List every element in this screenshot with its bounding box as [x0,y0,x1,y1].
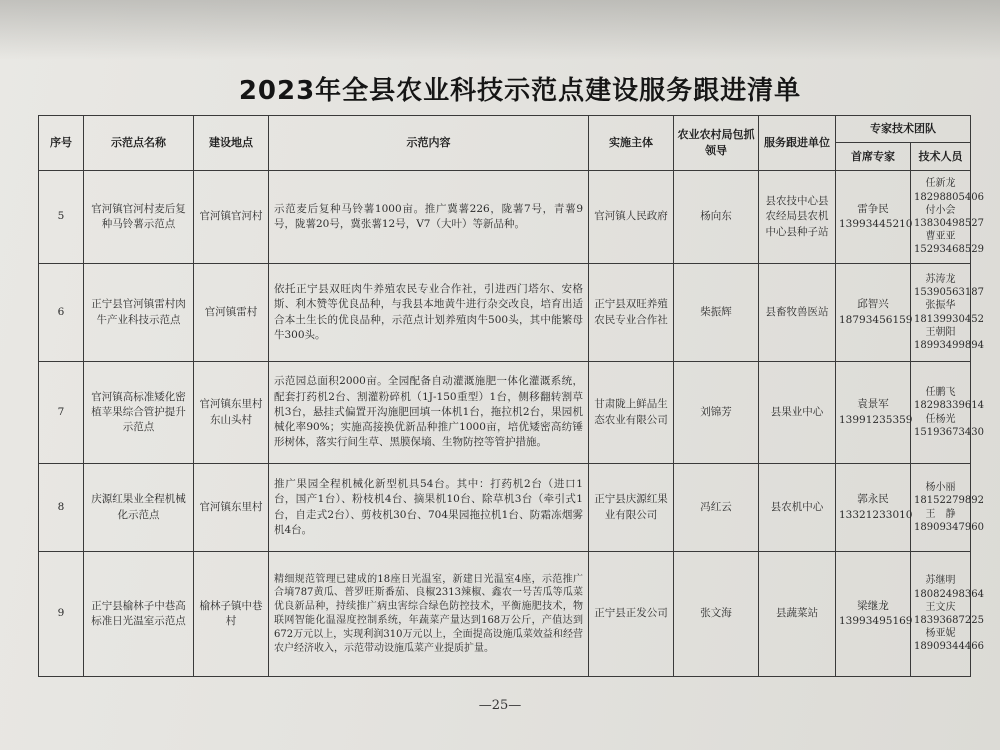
row-tech [911,362,984,464]
tech-item: 付小会 [925,204,956,216]
tech-item: 13830498527 [914,218,984,229]
header-team: 专家技术团队 [836,116,971,143]
row-name: 正宁县官河镇雷村肉牛产业科技示范点 [84,264,194,362]
chief-phone: 13993495169 [839,615,913,627]
row-index: 7 [39,362,84,464]
row-content: 示范麦后复种马铃薯1000亩。推广冀薯226，陇薯7号，青薯9号，陇薯20号，冀张薯12号，V7（大叶）等新品种。 [269,171,589,264]
tech-item: 任新龙 [925,178,956,190]
row-chief [836,362,911,464]
row-implementer: 正宁县正发公司 [589,552,674,677]
row-chief [836,464,911,552]
chief-phone: 13991235359 [839,413,913,426]
tech-item: 18139930452 [914,313,984,325]
tech-item: 18298339614 [914,400,984,412]
chief-phone: 13993445210 [839,218,913,230]
row-leader: 张文海 [674,552,759,677]
row-content: 示范园总面积2000亩。全园配备自动灌溉施肥一体化灌溉系统，配套打药机2台、割灌粉碎机（1J-150重型）1台，侧移翻转割草机3台，悬挂式偏置开沟施肥回填一体机1台，拖拉机2台，果园机械化率90%；实施高接换优新品种推广1000亩，培优矮密高纺锤形树体，落实行间生草、黑膜保墒、生物防控等管护措施。 [269,362,589,464]
tech-item: 15390563187 [914,287,984,299]
row-service: 县蔬菜站 [759,552,836,677]
row-tech [911,264,984,362]
row-name: 庆源红果业全程机械化示范点 [84,464,194,552]
header-leader: 农业农村局包抓领导 [674,116,759,171]
row-tech [911,552,984,677]
row-implementer: 甘肃陇上鲜品生态农业有限公司 [589,362,674,464]
tech-item: 苏继明 [925,575,956,587]
row-name: 正宁县榆林子中巷高标准日光温室示范点 [84,552,194,677]
row-chief [836,552,911,677]
tech-item: 18909347960 [914,521,984,533]
row-implementer: 正宁县庆源红果业有限公司 [589,464,674,552]
header-name: 示范点名称 [84,116,194,171]
row-location: 官河镇东里村东山头村 [194,362,269,464]
document-title: 2023年全县农业科技示范点建设服务跟进清单 [238,76,802,106]
tech-item: 杨小丽 [925,482,956,494]
row-tech [911,171,984,264]
row-leader: 柴振辉 [674,264,759,362]
row-content: 依托正宁县双旺肉牛养殖农民专业合作社，引进西门塔尔、安格斯、利木赞等优良品种，与我县本地黄牛进行杂交改良，培育出适合本土生长的优良品种，示范点计划养殖肉牛500头，其中能繁母牛300头。 [269,264,589,362]
row-location: 官河镇官河村 [194,171,269,264]
row-leader: 杨向东 [674,171,759,264]
chief-phone: 18793456159 [839,313,913,326]
chief-name: 梁继龙 [857,599,889,612]
header-tech: 技术人员 [911,143,971,171]
row-service: 县农机中心 [759,464,836,552]
row-location: 官河镇雷村 [194,264,269,362]
row-chief [836,171,911,264]
page-shadow [0,0,1000,60]
header-index: 序号 [39,116,84,171]
header-content: 示范内容 [269,116,589,171]
header-implementer: 实施主体 [589,116,674,171]
tech-item: 杨亚妮 [925,628,956,640]
row-index: 6 [39,264,84,362]
table-row [39,264,971,362]
tech-item: 任杨光 [925,413,956,425]
tech-item: 曹亚亚 [925,231,956,243]
chief-name: 郭永民 [857,493,889,506]
tech-item: 18393687225 [914,615,984,626]
table-row [39,552,971,677]
tech-item: 王 静 [925,508,956,520]
chief-name: 袁景军 [857,398,889,411]
table-row [39,464,971,552]
row-tech [911,464,984,552]
row-implementer: 正宁县双旺养殖农民专业合作社 [589,264,674,362]
row-chief [836,264,911,362]
tech-item: 18909344466 [914,641,984,653]
row-leader: 冯红云 [674,464,759,552]
row-location: 榆林子镇中巷村 [194,552,269,677]
service-table [38,115,984,677]
row-name: 官河镇官河村麦后复种马铃薯示范点 [84,171,194,264]
row-content: 精细规范管理已建成的18座日光温室，新建日光温室4座，示范推广合墒787黄瓜、普罗旺斯番茄、良椒2313辣椒、鑫农一号苦瓜等瓜菜优良新品种，持续推广病虫害综合绿色防控技术，平衡施肥技术，物联网智能化温湿度控制系统，年蔬菜产量达到168万公斤，产值达到672万元以上，实现利润310万元以上，全面提高设施瓜菜效益和经营农户经济收入，示范带动设施瓜菜产业提质扩量。 [269,552,589,677]
header-service: 服务跟进单位 [759,116,836,171]
tech-item: 王朝阳 [925,326,956,338]
row-service: 县农技中心县农经局县农机中心县种子站 [759,171,836,264]
tech-item: 18298805406 [914,191,984,203]
table-row [39,362,971,464]
header-location: 建设地点 [194,116,269,171]
chief-name: 邱智兴 [857,298,889,311]
row-service: 县畜牧兽医站 [759,264,836,362]
row-name: 官河镇高标准矮化密植苹果综合管护提升示范点 [84,362,194,464]
tech-item: 张振华 [925,300,956,312]
tech-item: 王文庆 [925,601,956,613]
row-index: 5 [39,171,84,264]
row-implementer: 官河镇人民政府 [589,171,674,264]
tech-item: 15193673430 [914,426,984,438]
row-content: 推广果园全程机械化新型机具54台。其中：打药机2台（进口1台，国产1台）、粉枝机4台、摘果机10台、除草机3台（牵引式1台，自走式2台）、剪枝机30台、704果园拖拉机1台、防霜冻烟雾机4台。 [269,464,589,552]
chief-name: 雷争民 [857,202,889,215]
chief-phone: 13321233010 [839,508,913,521]
row-index: 8 [39,464,84,552]
row-index: 9 [39,552,84,677]
row-service: 县果业中心 [759,362,836,464]
row-leader: 刘锦芳 [674,362,759,464]
tech-item: 任鹏飞 [925,387,956,399]
tech-item: 15293468529 [914,244,984,256]
header-chief: 首席专家 [836,143,911,171]
row-location: 官河镇东里村 [194,464,269,552]
tech-item: 18082498364 [914,588,984,600]
tech-item: 苏涛龙 [925,273,956,285]
tech-item: 18152279892 [914,495,984,507]
tech-item: 18993499894 [914,339,984,351]
table-row [39,171,971,264]
page-number: —25— [478,698,522,713]
